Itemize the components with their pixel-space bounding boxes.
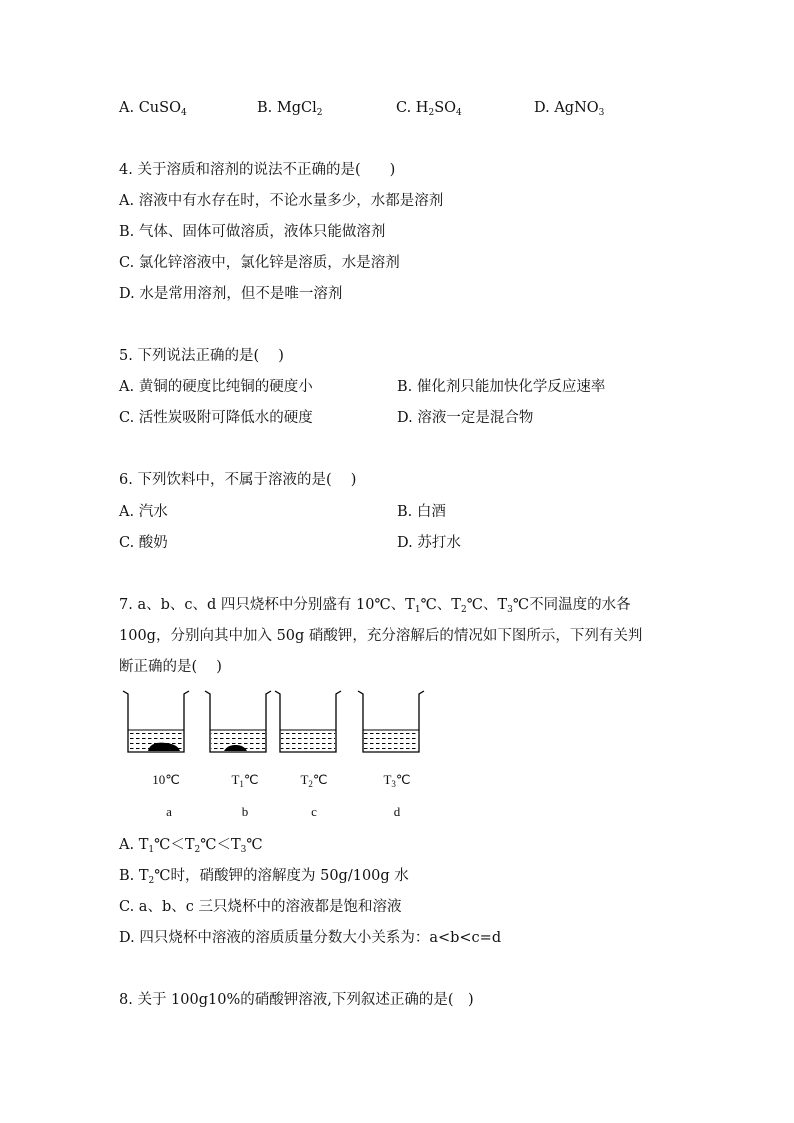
beaker-d-label: d — [393, 804, 401, 819]
q7-option-c: C. a、b、c 三只烧杯中的溶液都是饱和溶液 — [119, 899, 402, 915]
q7-option-a: A. $T_1℃<T_2℃<T_3℃$ — [119, 837, 263, 855]
q3-option-a: A. CuSO$_4$ — [119, 100, 187, 118]
q5-option-d: D. 溶液一定是混合物 — [397, 410, 534, 426]
beaker-d-temp: $T_3℃$ — [383, 772, 411, 789]
beakers-svg — [118, 686, 438, 756]
beaker-figure — [118, 686, 438, 826]
q3-option-b: B. MgCl$_2$ — [257, 100, 323, 118]
q7-option-d: D. 四只烧杯中溶液的溶质质量分数大小关系为：a<b<c=d — [119, 930, 502, 946]
q4-option-d: D. 水是常用溶剂，但不是唯一溶剂 — [119, 286, 343, 302]
beaker-c-temp: $T_2℃$ — [300, 772, 328, 789]
beaker-d — [358, 691, 424, 752]
q5-option-a: A. 黄铜的硬度比纯铜的硬度小 — [119, 379, 313, 395]
q3-option-c: C. $H_2SO_4$ — [396, 100, 462, 118]
q7-stem-line2: 100g，分别向其中加入 50g 硝酸钾，充分溶解后的情况如下图所示，下列有关判 — [119, 628, 643, 644]
q7-stem-line1: 7. a、b、c、d 四只烧杯中分别盛有 10℃、$T_1℃$、$T_2℃$、$T_3℃$不同温度的水各 — [119, 597, 631, 615]
q5-option-c: C. 活性炭吸附可降低水的硬度 — [119, 410, 313, 426]
q4-stem: 4. 关于溶质和溶剂的说法不正确的是( ) — [119, 162, 396, 178]
q4-option-b: B. 气体、固体可做溶质，液体只能做溶剂 — [119, 224, 386, 240]
q6-stem: 6. 下列饮料中，不属于溶液的是( ) — [119, 472, 357, 488]
beaker-b — [205, 691, 271, 752]
beaker-b-label: b — [241, 804, 249, 819]
beaker-a-temp: 10℃ — [152, 772, 180, 787]
q6-option-a: A. 汽水 — [119, 504, 168, 520]
q5-option-b: B. 催化剂只能加快化学反应速率 — [397, 379, 606, 395]
q6-option-b: B. 白酒 — [397, 504, 446, 520]
q6-option-c: C. 酸奶 — [119, 535, 168, 551]
q8-stem: 8. 关于 100g10%的硝酸钾溶液,下列叙述正确的是( ) — [119, 992, 474, 1008]
q7-option-b: B. $T_2℃$时，硝酸钾的溶解度为 50g/100g 水 — [119, 868, 409, 886]
q4-option-a: A. 溶液中有水存在时，不论水量多少，水都是溶剂 — [119, 193, 444, 209]
q7-stem-line3: 断正确的是( ) — [119, 659, 222, 675]
beaker-a — [123, 691, 189, 752]
q4-option-c: C. 氯化锌溶液中，氯化锌是溶质，水是溶剂 — [119, 255, 400, 271]
beaker-c — [275, 691, 341, 752]
q6-option-d: D. 苏打水 — [397, 535, 461, 551]
beaker-b-temp: $T_1℃$ — [231, 772, 259, 789]
q3-option-d: D. AgNO$_3$ — [534, 100, 605, 118]
q5-stem: 5. 下列说法正确的是( ) — [119, 348, 284, 364]
beaker-a-label: a — [166, 804, 172, 819]
beaker-c-label: c — [311, 804, 317, 819]
